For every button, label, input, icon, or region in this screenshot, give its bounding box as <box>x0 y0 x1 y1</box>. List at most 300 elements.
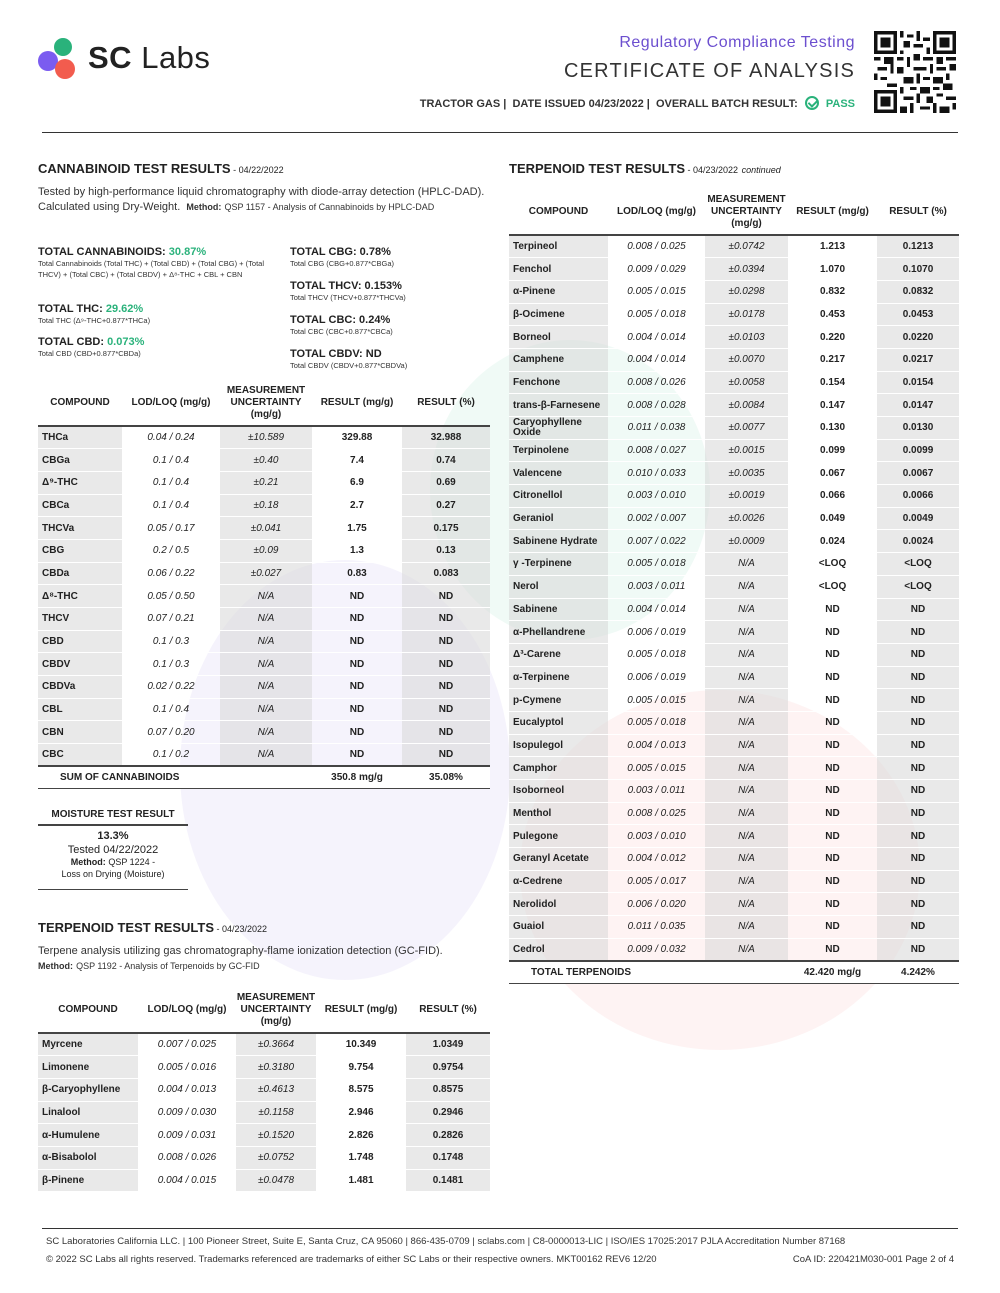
result-pct-cell: ND <box>877 621 959 644</box>
result-mg-cell: ND <box>788 734 877 757</box>
uncertainty-cell: ±0.0070 <box>705 348 788 371</box>
uncertainty-cell: N/A <box>220 608 312 631</box>
result-pct-cell: ND <box>402 698 490 721</box>
uncertainty-cell: ±0.0478 <box>236 1169 316 1192</box>
result-mg-cell: 1.213 <box>788 235 877 258</box>
sum-mg: 350.8 mg/g <box>312 766 402 788</box>
compound-cell: β-Ocimene <box>509 303 608 326</box>
result-pct-cell: 0.0049 <box>877 507 959 530</box>
result-pct-cell: 0.0067 <box>877 462 959 485</box>
compound-cell: Isoborneol <box>509 780 608 803</box>
lod-loq-cell: 0.04 / 0.24 <box>122 426 220 449</box>
result-mg-cell: 0.217 <box>788 348 877 371</box>
table-row <box>509 916 959 939</box>
result-pct-cell: <LOQ <box>877 575 959 598</box>
uncertainty-cell: N/A <box>705 553 788 576</box>
result-mg-cell: ND <box>788 870 877 893</box>
lod-loq-cell: 0.009 / 0.029 <box>608 258 705 281</box>
lod-loq-cell: 0.05 / 0.17 <box>122 517 220 540</box>
compound-cell: Nerolidol <box>509 893 608 916</box>
total-cbc: TOTAL CBC: 0.24% Total CBC (CBC+0.877*CBCa) <box>290 314 393 336</box>
result-mg-cell: 2.7 <box>312 494 402 517</box>
result-pct-cell: 0.083 <box>402 562 490 585</box>
result-mg-cell: ND <box>312 585 402 608</box>
result-pct-cell: <LOQ <box>877 553 959 576</box>
result-mg-cell: ND <box>788 802 877 825</box>
cannabinoid-section-title: CANNABINOID TEST RESULTS - 04/22/2022 <box>38 161 284 176</box>
table-row <box>509 666 959 689</box>
lod-loq-cell: 0.003 / 0.011 <box>608 780 705 803</box>
uncertainty-cell: ±0.0019 <box>705 485 788 508</box>
result-pct-cell: ND <box>877 780 959 803</box>
result-mg-cell: ND <box>312 608 402 631</box>
total-terpenoids-row <box>509 961 959 983</box>
lod-loq-cell: 0.007 / 0.022 <box>608 530 705 553</box>
result-pct-cell: 0.0024 <box>877 530 959 553</box>
table-row <box>509 643 959 666</box>
uncertainty-cell: N/A <box>705 734 788 757</box>
table-row <box>38 494 490 517</box>
table-row <box>509 711 959 734</box>
col-uncertainty: MEASUREMENT UNCERTAINTY (mg/g) <box>236 987 316 1033</box>
result-pct-cell: 0.175 <box>402 517 490 540</box>
compound-cell: THCV <box>38 608 122 631</box>
compound-cell: α-Pinene <box>509 280 608 303</box>
lod-loq-cell: 0.004 / 0.012 <box>608 848 705 871</box>
result-pct-cell: 0.2946 <box>406 1101 490 1124</box>
uncertainty-cell: N/A <box>705 893 788 916</box>
table-row <box>38 630 490 653</box>
compound-cell: α-Cedrene <box>509 870 608 893</box>
compound-cell: Caryophyllene Oxide <box>509 417 608 440</box>
result-pct-cell: 0.9754 <box>406 1056 490 1079</box>
result-pct-cell: 0.1213 <box>877 235 959 258</box>
table-header-row <box>509 189 959 235</box>
compound-cell: α-Phellandrene <box>509 621 608 644</box>
product-name: TRACTOR GAS <box>419 98 501 110</box>
table-row <box>509 553 959 576</box>
uncertainty-cell: ±0.4613 <box>236 1078 316 1101</box>
table-row <box>38 585 490 608</box>
lod-loq-cell: 0.1 / 0.2 <box>122 744 220 767</box>
col-result-mg: RESULT (mg/g) <box>788 189 877 235</box>
uncertainty-cell: N/A <box>705 848 788 871</box>
lod-loq-cell: 0.006 / 0.020 <box>608 893 705 916</box>
table-row <box>509 621 959 644</box>
table-row <box>38 539 490 562</box>
lod-loq-cell: 0.1 / 0.4 <box>122 449 220 472</box>
uncertainty-cell: N/A <box>705 825 788 848</box>
table-row <box>38 517 490 540</box>
uncertainty-cell: ±0.18 <box>220 494 312 517</box>
compound-cell: Eucalyptol <box>509 711 608 734</box>
lod-loq-cell: 0.011 / 0.038 <box>608 417 705 440</box>
cannabinoid-description: Tested by high-performance liquid chromatography with diode-array detection (HPLC-DAD). Calculated using Dry-Weight. Method: QSP 1157 - Analysis of Cannabinoids by HPLC-DAD <box>38 186 485 213</box>
uncertainty-cell: ±10.589 <box>220 426 312 449</box>
compound-cell: Fenchol <box>509 258 608 281</box>
result-pct-cell: ND <box>877 870 959 893</box>
result-mg-cell: 2.826 <box>316 1124 406 1147</box>
result-pct-cell: ND <box>877 802 959 825</box>
footer-divider <box>42 1228 958 1229</box>
compound-cell: CBD <box>38 630 122 653</box>
uncertainty-cell: N/A <box>220 676 312 699</box>
uncertainty-cell: ±0.0035 <box>705 462 788 485</box>
table-row <box>509 734 959 757</box>
lod-loq-cell: 0.06 / 0.22 <box>122 562 220 585</box>
table-row <box>509 394 959 417</box>
col-result-pct: RESULT (%) <box>877 189 959 235</box>
lod-loq-cell: 0.005 / 0.015 <box>608 757 705 780</box>
table-row <box>509 280 959 303</box>
result-pct-cell: 0.0066 <box>877 485 959 508</box>
result-pct-cell: 0.0453 <box>877 303 959 326</box>
result-mg-cell: ND <box>312 721 402 744</box>
result-pct-cell: 0.0217 <box>877 348 959 371</box>
result-mg-cell: 1.748 <box>316 1146 406 1169</box>
logo-wordmark: SC Labs <box>88 40 211 75</box>
compound-cell: γ -Terpinene <box>509 553 608 576</box>
result-mg-cell: ND <box>788 711 877 734</box>
uncertainty-cell: N/A <box>705 598 788 621</box>
compound-cell: Sabinene Hydrate <box>509 530 608 553</box>
result-mg-cell: ND <box>312 698 402 721</box>
result-mg-cell: 10.349 <box>316 1033 406 1056</box>
table-row <box>509 575 959 598</box>
table-row <box>509 235 959 258</box>
compound-cell: Terpineol <box>509 235 608 258</box>
lod-loq-cell: 0.1 / 0.4 <box>122 494 220 517</box>
lod-loq-cell: 0.008 / 0.028 <box>608 394 705 417</box>
lod-loq-cell: 0.1 / 0.3 <box>122 653 220 676</box>
compound-cell: β-Pinene <box>38 1169 138 1192</box>
result-pct-cell: ND <box>877 689 959 712</box>
result-mg-cell: ND <box>788 893 877 916</box>
table-row <box>38 1124 490 1147</box>
result-mg-cell: <LOQ <box>788 575 877 598</box>
result-mg-cell: ND <box>788 643 877 666</box>
lod-loq-cell: 0.003 / 0.010 <box>608 485 705 508</box>
result-mg-cell: 0.83 <box>312 562 402 585</box>
compound-cell: Fenchone <box>509 371 608 394</box>
lod-loq-cell: 0.004 / 0.014 <box>608 598 705 621</box>
uncertainty-cell: N/A <box>705 757 788 780</box>
table-row <box>38 676 490 699</box>
table-row <box>509 303 959 326</box>
table-row <box>38 562 490 585</box>
compound-cell: Camphene <box>509 348 608 371</box>
compound-cell: β-Caryophyllene <box>38 1078 138 1101</box>
col-result-mg: RESULT (mg/g) <box>312 380 402 426</box>
lod-loq-cell: 0.009 / 0.032 <box>608 938 705 961</box>
result-pct-cell: ND <box>877 666 959 689</box>
result-pct-cell: 0.1748 <box>406 1146 490 1169</box>
result-pct-cell: ND <box>402 721 490 744</box>
table-row <box>509 757 959 780</box>
lod-loq-cell: 0.003 / 0.010 <box>608 825 705 848</box>
footer-copyright: © 2022 SC Labs all rights reserved. Trademarks referenced are trademarks of either SC Labs or their respective owners. MKT00162 REV6 12/20 <box>46 1254 657 1265</box>
compound-cell: Guaiol <box>509 916 608 939</box>
uncertainty-cell: ±0.0015 <box>705 439 788 462</box>
lod-loq-cell: 0.004 / 0.013 <box>138 1078 236 1101</box>
table-header-row <box>38 380 490 426</box>
result-mg-cell: ND <box>312 744 402 767</box>
compound-cell: Δ⁹-THC <box>38 471 122 494</box>
lod-loq-cell: 0.010 / 0.033 <box>608 462 705 485</box>
result-mg-cell: ND <box>788 848 877 871</box>
table-row <box>38 1146 490 1169</box>
col-result-pct: RESULT (%) <box>402 380 490 426</box>
table-row <box>509 938 959 961</box>
result-mg-cell: ND <box>788 598 877 621</box>
uncertainty-cell: ±0.0009 <box>705 530 788 553</box>
result-mg-cell: 0.220 <box>788 326 877 349</box>
compound-cell: CBCa <box>38 494 122 517</box>
compound-cell: Myrcene <box>38 1033 138 1056</box>
compound-cell: trans-β-Farnesene <box>509 394 608 417</box>
result-mg-cell: 0.453 <box>788 303 877 326</box>
table-row <box>38 1169 490 1192</box>
uncertainty-cell: ±0.0298 <box>705 280 788 303</box>
result-pct-cell: ND <box>877 757 959 780</box>
table-row <box>38 744 490 767</box>
table-row <box>38 426 490 449</box>
lod-loq-cell: 0.008 / 0.025 <box>608 235 705 258</box>
col-result-mg: RESULT (mg/g) <box>316 987 406 1033</box>
compound-cell: Cedrol <box>509 938 608 961</box>
table-row <box>38 721 490 744</box>
lod-loq-cell: 0.005 / 0.015 <box>608 280 705 303</box>
uncertainty-cell: ±0.0742 <box>705 235 788 258</box>
result-mg-cell: <LOQ <box>788 553 877 576</box>
lod-loq-cell: 0.05 / 0.50 <box>122 585 220 608</box>
result-pct-cell: 0.8575 <box>406 1078 490 1101</box>
result-mg-cell: ND <box>788 938 877 961</box>
uncertainty-cell: ±0.0178 <box>705 303 788 326</box>
lod-loq-cell: 0.002 / 0.007 <box>608 507 705 530</box>
result-mg-cell: 8.575 <box>316 1078 406 1101</box>
lod-loq-cell: 0.1 / 0.3 <box>122 630 220 653</box>
lod-loq-cell: 0.008 / 0.025 <box>608 802 705 825</box>
result-pct-cell: 32.988 <box>402 426 490 449</box>
result-pct-cell: ND <box>877 643 959 666</box>
compound-cell: Terpinolene <box>509 439 608 462</box>
compound-cell: Camphor <box>509 757 608 780</box>
uncertainty-cell: N/A <box>705 870 788 893</box>
compound-cell: Citronellol <box>509 485 608 508</box>
compound-cell: THCa <box>38 426 122 449</box>
result-mg-cell: ND <box>788 621 877 644</box>
result-pct-cell: ND <box>877 598 959 621</box>
lod-loq-cell: 0.004 / 0.015 <box>138 1169 236 1192</box>
qr-code-icon[interactable] <box>874 31 956 113</box>
total-cbd: TOTAL CBD: 0.073% Total CBD (CBD+0.877*CBDa) <box>38 336 145 358</box>
cannabinoid-table <box>38 380 490 789</box>
lod-loq-cell: 0.1 / 0.4 <box>122 471 220 494</box>
result-mg-cell: 0.049 <box>788 507 877 530</box>
uncertainty-cell: ±0.0077 <box>705 417 788 440</box>
col-lod-loq: LOD/LOQ (mg/g) <box>122 380 220 426</box>
result-mg-cell: 1.3 <box>312 539 402 562</box>
compound-cell: Δ⁸-THC <box>38 585 122 608</box>
table-row <box>509 326 959 349</box>
col-lod-loq: LOD/LOQ (mg/g) <box>608 189 705 235</box>
result-mg-cell: 7.4 <box>312 449 402 472</box>
uncertainty-cell: N/A <box>705 711 788 734</box>
compound-cell: CBL <box>38 698 122 721</box>
uncertainty-cell: ±0.0026 <box>705 507 788 530</box>
result-mg-cell: ND <box>788 780 877 803</box>
lod-loq-cell: 0.006 / 0.019 <box>608 621 705 644</box>
result-mg-cell: 1.481 <box>316 1169 406 1192</box>
result-pct-cell: 0.0832 <box>877 280 959 303</box>
lod-loq-cell: 0.005 / 0.017 <box>608 870 705 893</box>
uncertainty-cell: ±0.21 <box>220 471 312 494</box>
result-mg-cell: 0.832 <box>788 280 877 303</box>
terpene-continued-title: TERPENOID TEST RESULTS - 04/23/2022 continued <box>509 161 781 176</box>
result-pct-cell: 1.0349 <box>406 1033 490 1056</box>
table-row <box>509 439 959 462</box>
sc-labs-logo-icon <box>36 36 86 86</box>
compound-cell: CBDV <box>38 653 122 676</box>
lod-loq-cell: 0.004 / 0.013 <box>608 734 705 757</box>
compound-cell: Δ³-Carene <box>509 643 608 666</box>
compound-cell: Borneol <box>509 326 608 349</box>
result-mg-cell: ND <box>788 916 877 939</box>
result-pct-cell: 0.0154 <box>877 371 959 394</box>
lod-loq-cell: 0.008 / 0.026 <box>608 371 705 394</box>
regulatory-label: Regulatory Compliance Testing <box>619 34 855 51</box>
result-mg-cell: 0.130 <box>788 417 877 440</box>
col-compound: COMPOUND <box>38 380 122 426</box>
uncertainty-cell: ±0.041 <box>220 517 312 540</box>
lod-loq-cell: 0.2 / 0.5 <box>122 539 220 562</box>
result-mg-cell: ND <box>788 825 877 848</box>
uncertainty-cell: ±0.09 <box>220 539 312 562</box>
footer-coa-id: CoA ID: 220421M030-001 Page 2 of 4 <box>792 1254 954 1265</box>
col-uncertainty: MEASUREMENT UNCERTAINTY (mg/g) <box>220 380 312 426</box>
uncertainty-cell: N/A <box>705 643 788 666</box>
result-pct-cell: 0.0147 <box>877 394 959 417</box>
result-pct-cell: ND <box>877 848 959 871</box>
compound-cell: α-Terpinene <box>509 666 608 689</box>
sum-label: SUM OF CANNABINOIDS <box>38 766 312 788</box>
compound-cell: CBGa <box>38 449 122 472</box>
uncertainty-cell: N/A <box>220 721 312 744</box>
result-mg-cell: 0.099 <box>788 439 877 462</box>
table-row <box>509 258 959 281</box>
total-cbdv: TOTAL CBDV: ND Total CBDV (CBDV+0.877*CBDVa) <box>290 348 408 370</box>
col-result-pct: RESULT (%) <box>406 987 490 1033</box>
col-compound: COMPOUND <box>509 189 608 235</box>
lod-loq-cell: 0.004 / 0.014 <box>608 326 705 349</box>
uncertainty-cell: N/A <box>705 621 788 644</box>
lod-loq-cell: 0.006 / 0.019 <box>608 666 705 689</box>
uncertainty-cell: N/A <box>220 744 312 767</box>
table-row <box>38 1101 490 1124</box>
col-compound: COMPOUND <box>38 987 138 1033</box>
compound-cell: THCVa <box>38 517 122 540</box>
result-pct-cell: 0.0099 <box>877 439 959 462</box>
result-mg-cell: 329.88 <box>312 426 402 449</box>
compound-cell: Geraniol <box>509 507 608 530</box>
result-mg-cell: 0.147 <box>788 394 877 417</box>
page-title: CERTIFICATE OF ANALYSIS <box>564 60 855 82</box>
uncertainty-cell: N/A <box>705 780 788 803</box>
lod-loq-cell: 0.003 / 0.011 <box>608 575 705 598</box>
uncertainty-cell: N/A <box>705 802 788 825</box>
lod-loq-cell: 0.07 / 0.20 <box>122 721 220 744</box>
uncertainty-cell: N/A <box>705 689 788 712</box>
table-row <box>38 1078 490 1101</box>
uncertainty-cell: N/A <box>705 575 788 598</box>
compound-cell: CBC <box>38 744 122 767</box>
table-row <box>509 530 959 553</box>
terpene-table-left <box>38 987 490 1192</box>
lod-loq-cell: 0.005 / 0.015 <box>608 689 705 712</box>
lod-loq-cell: 0.005 / 0.018 <box>608 711 705 734</box>
total-terpenoids-mg: 42.420 mg/g <box>788 961 877 983</box>
compound-cell: Menthol <box>509 802 608 825</box>
result-mg-cell: 0.067 <box>788 462 877 485</box>
batch-meta: TRACTOR GAS | DATE ISSUED 04/23/2022 | OVERALL BATCH RESULT: PASS <box>419 98 855 110</box>
result-pct-cell: ND <box>877 734 959 757</box>
result-mg-cell: 0.024 <box>788 530 877 553</box>
result-pct-cell: ND <box>402 608 490 631</box>
table-row <box>509 598 959 621</box>
table-row <box>509 802 959 825</box>
uncertainty-cell: N/A <box>220 630 312 653</box>
moisture-tested: Tested 04/22/2022 <box>67 844 159 856</box>
table-row <box>509 870 959 893</box>
uncertainty-cell: N/A <box>705 938 788 961</box>
uncertainty-cell: ±0.3664 <box>236 1033 316 1056</box>
table-row <box>38 1033 490 1056</box>
lod-loq-cell: 0.005 / 0.018 <box>608 643 705 666</box>
compound-cell: Limonene <box>38 1056 138 1079</box>
table-row <box>509 417 959 440</box>
compound-cell: CBN <box>38 721 122 744</box>
compound-cell: CBG <box>38 539 122 562</box>
compound-cell: Sabinene <box>509 598 608 621</box>
result-pct-cell: 0.13 <box>402 539 490 562</box>
table-row <box>38 608 490 631</box>
sum-row <box>38 766 490 788</box>
result-mg-cell: 1.75 <box>312 517 402 540</box>
uncertainty-cell: ±0.0752 <box>236 1146 316 1169</box>
result-mg-cell: ND <box>312 653 402 676</box>
result-pct-cell: ND <box>402 585 490 608</box>
uncertainty-cell: ±0.0394 <box>705 258 788 281</box>
col-lod-loq: LOD/LOQ (mg/g) <box>138 987 236 1033</box>
moisture-title: MOISTURE TEST RESULT <box>38 806 188 826</box>
compound-cell: Nerol <box>509 575 608 598</box>
uncertainty-cell: ±0.1520 <box>236 1124 316 1147</box>
table-row <box>509 893 959 916</box>
result-pct-cell: ND <box>877 711 959 734</box>
table-header-row <box>38 987 490 1033</box>
result-pct-cell: ND <box>402 744 490 767</box>
compound-cell: Linalool <box>38 1101 138 1124</box>
table-row <box>509 348 959 371</box>
table-row <box>509 848 959 871</box>
total-thcv: TOTAL THCV: 0.153% Total THCV (THCV+0.877*THCVa) <box>290 280 406 302</box>
moisture-method: Method: QSP 1224 - Loss on Drying (Moisture) <box>61 857 165 879</box>
table-row <box>38 653 490 676</box>
result-mg-cell: ND <box>788 689 877 712</box>
compound-cell: α-Humulene <box>38 1124 138 1147</box>
terpene-section-title: TERPENOID TEST RESULTS - 04/23/2022 <box>38 920 268 935</box>
